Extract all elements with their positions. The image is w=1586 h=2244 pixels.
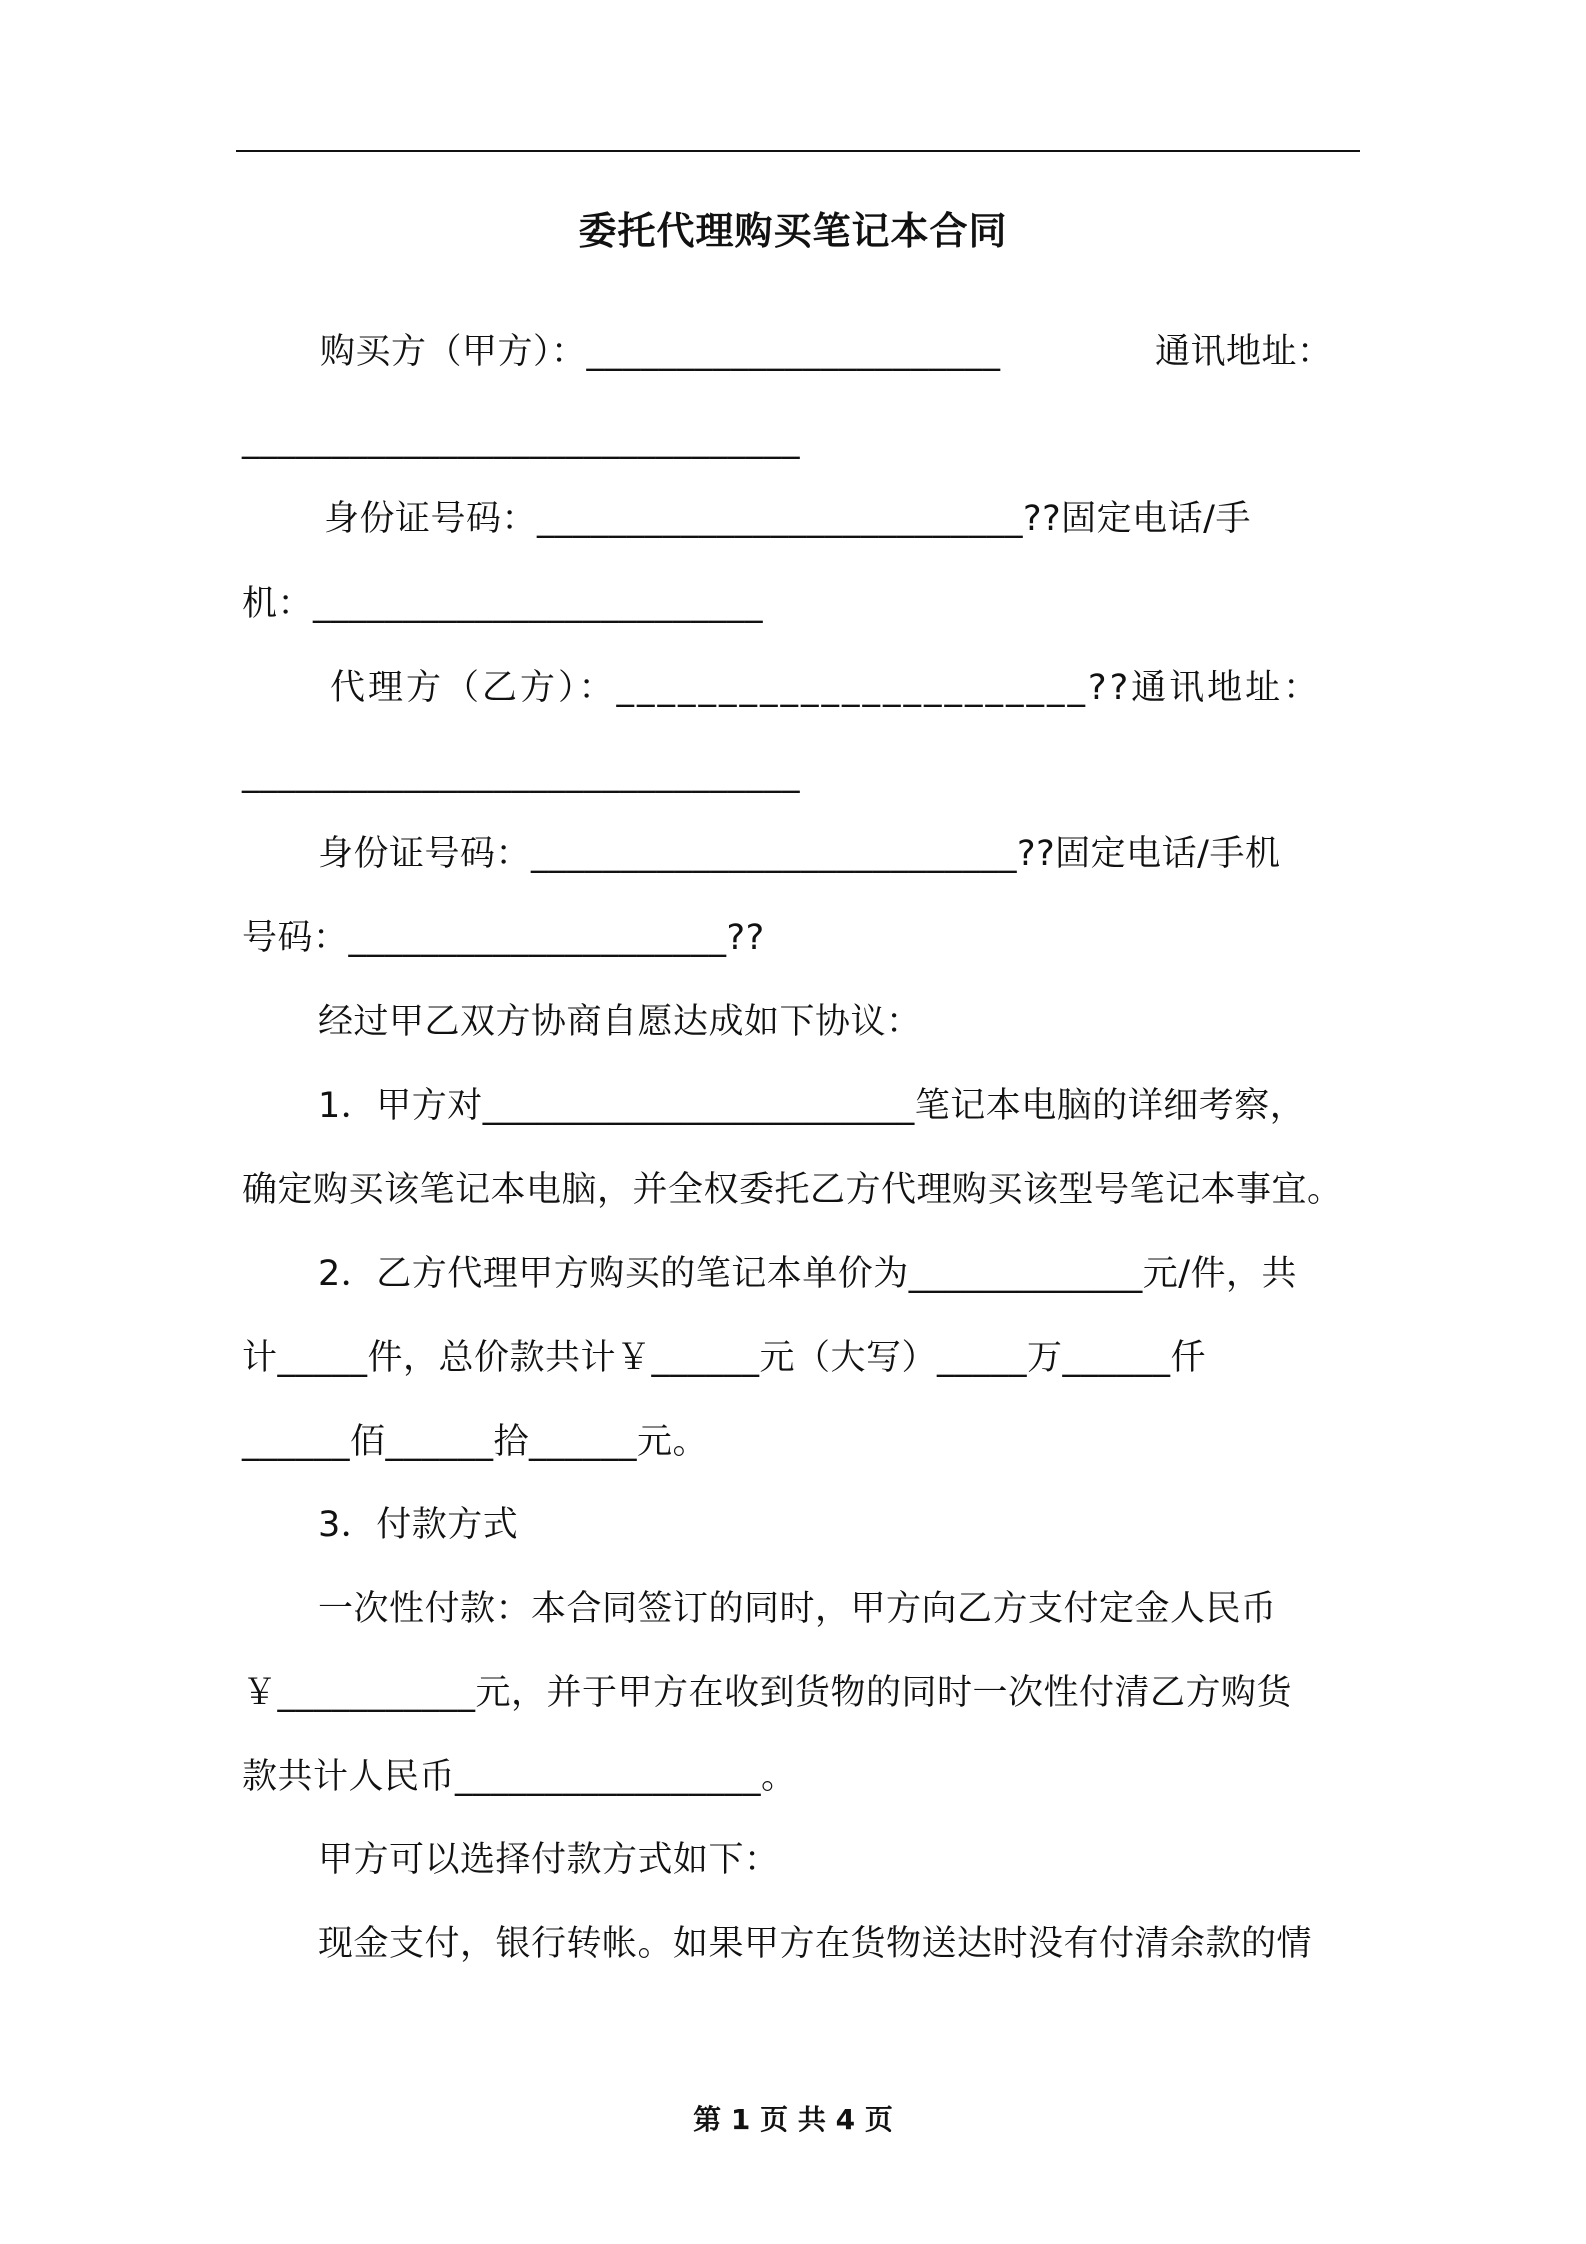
payment-options-line: 现金支付，银行转帐。如果甲方在货物送达时没有付清余款的情: [318, 1924, 1313, 1964]
header-rule: [236, 150, 1360, 152]
agent-address-blank: _______________________________: [242, 754, 800, 794]
page-number: 第 1 页 共 4 页: [693, 2103, 893, 2136]
clause-2-line-1: 2．乙方代理甲方购买的笔记本单价为_____________元/件，共: [318, 1254, 1298, 1294]
payment-line-3: 款共计人民币_________________。: [242, 1757, 797, 1797]
document-title: 委托代理购买笔记本合同: [578, 209, 1008, 253]
payment-options-intro: 甲方可以选择付款方式如下：: [318, 1840, 780, 1880]
agent-name-line: 代理方（乙方）：_______________________??通讯地址：: [330, 668, 1322, 708]
payment-line-1: 一次性付款：本合同签订的同时，甲方向乙方支付定金人民币: [318, 1589, 1277, 1629]
buyer-address-blank: _______________________________: [242, 420, 800, 460]
clause-2-line-2: 计_____件，总价款共计￥______元（大写）_____万______仟: [242, 1338, 1207, 1378]
payment-line-2: ￥___________元，并于甲方在收到货物的同时一次性付清乙方购货: [242, 1673, 1293, 1713]
clause-1-line-2: 确定购买该笔记本电脑，并全权委托乙方代理购买该型号笔记本事宜。: [242, 1170, 1343, 1210]
agent-phone-line: 号码：_____________________??: [242, 918, 765, 958]
clause-2-line-3: ______佰______拾______元。: [242, 1422, 709, 1462]
buyer-address-label: 通讯地址：: [1155, 332, 1333, 372]
clause-1-line-1: 1．甲方对________________________笔记本电脑的详细考察，: [318, 1086, 1306, 1126]
agreement-intro: 经过甲乙双方协商自愿达成如下协议：: [318, 1002, 922, 1042]
buyer-name-line: 购买方（甲方）：_______________________: [320, 332, 1001, 372]
buyer-phone-line: 机：_________________________: [242, 584, 764, 624]
agent-id-line: 身份证号码：___________________________??固定电话/手机: [318, 834, 1281, 874]
clause-3-heading: 3．付款方式: [318, 1505, 519, 1545]
buyer-id-line: 身份证号码：___________________________??固定电话/手: [324, 499, 1251, 539]
